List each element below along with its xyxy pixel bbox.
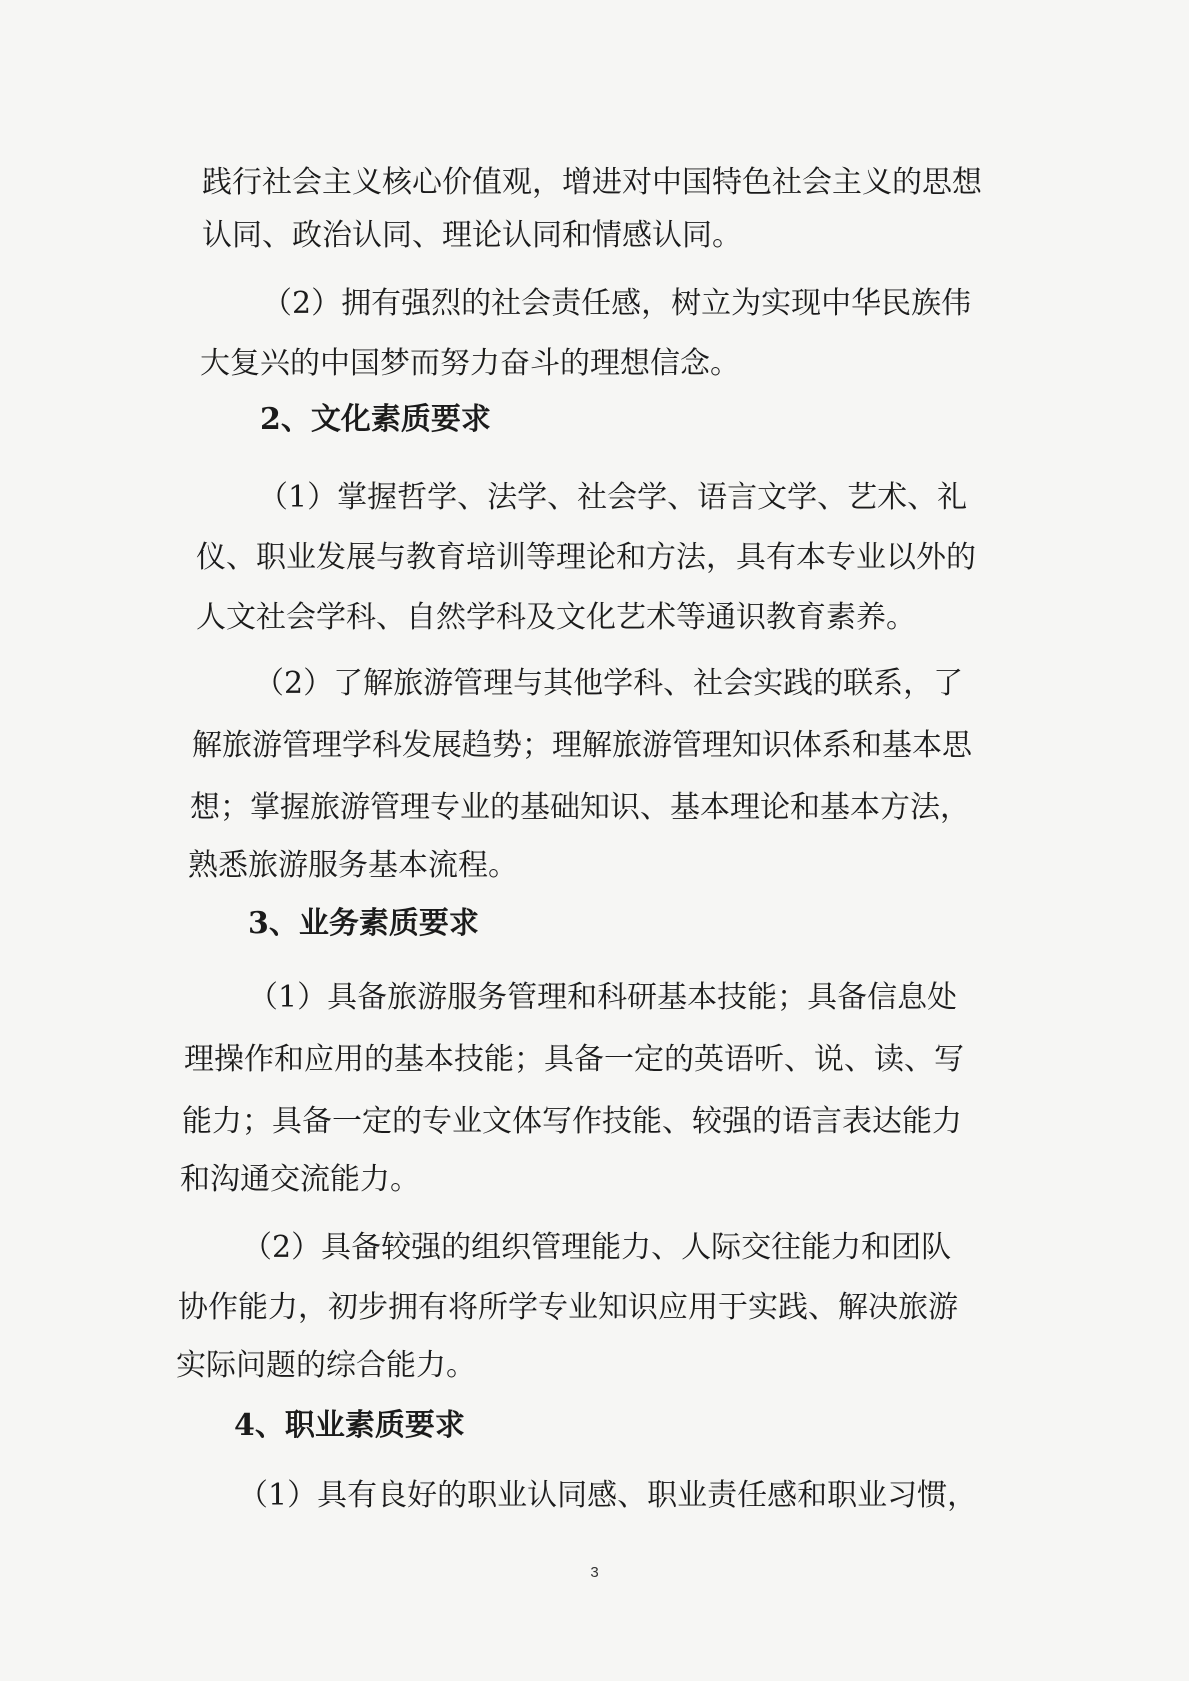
page-number: 3 (590, 1564, 599, 1581)
paragraph-line: 仪、职业发展与教育培训等理论和方法，具有本专业以外的 (196, 540, 976, 575)
paragraph-line: 能力；具备一定的专业文体写作技能、较强的语言表达能力 (182, 1104, 962, 1139)
section-heading: 2、文化素质要求 (260, 402, 491, 437)
paragraph-line: 和沟通交流能力。 (180, 1162, 420, 1197)
paragraph-line: 解旅游管理学科发展趋势；理解旅游管理知识体系和基本思 (192, 728, 972, 763)
paragraph-line: 大复兴的中国梦而努力奋斗的理想信念。 (200, 346, 740, 381)
paragraph-line: （2）了解旅游管理与其他学科、社会实践的联系，了 (254, 666, 964, 701)
paragraph-line: （1）具备旅游服务管理和科研基本技能；具备信息处 (248, 980, 958, 1015)
paragraph-line: 践行社会主义核心价值观，增进对中国特色社会主义的思想 (202, 165, 982, 200)
paragraph-line: 理操作和应用的基本技能；具备一定的英语听、说、读、写 (184, 1042, 964, 1077)
paragraph-line: 认同、政治认同、理论认同和情感认同。 (202, 218, 742, 253)
paragraph-line: 协作能力，初步拥有将所学专业知识应用于实践、解决旅游 (178, 1290, 958, 1325)
paragraph-line: 熟悉旅游服务基本流程。 (188, 848, 518, 883)
paragraph-line: （1）具有良好的职业认同感、职业责任感和职业习惯， (238, 1478, 978, 1513)
paragraph-line: 实际问题的综合能力。 (176, 1348, 476, 1383)
paragraph-line: （2）拥有强烈的社会责任感，树立为实现中华民族伟 (262, 286, 972, 321)
section-heading: 3、业务素质要求 (248, 906, 479, 941)
paragraph-line: 人文社会学科、自然学科及文化艺术等通识教育素养。 (196, 600, 916, 635)
paragraph-line: （1）掌握哲学、法学、社会学、语言文学、艺术、礼 (258, 480, 968, 515)
section-heading: 4、职业素质要求 (234, 1408, 465, 1443)
paragraph-line: （2）具备较强的组织管理能力、人际交往能力和团队 (242, 1230, 952, 1265)
paragraph-line: 想；掌握旅游管理专业的基础知识、基本理论和基本方法， (190, 790, 970, 825)
